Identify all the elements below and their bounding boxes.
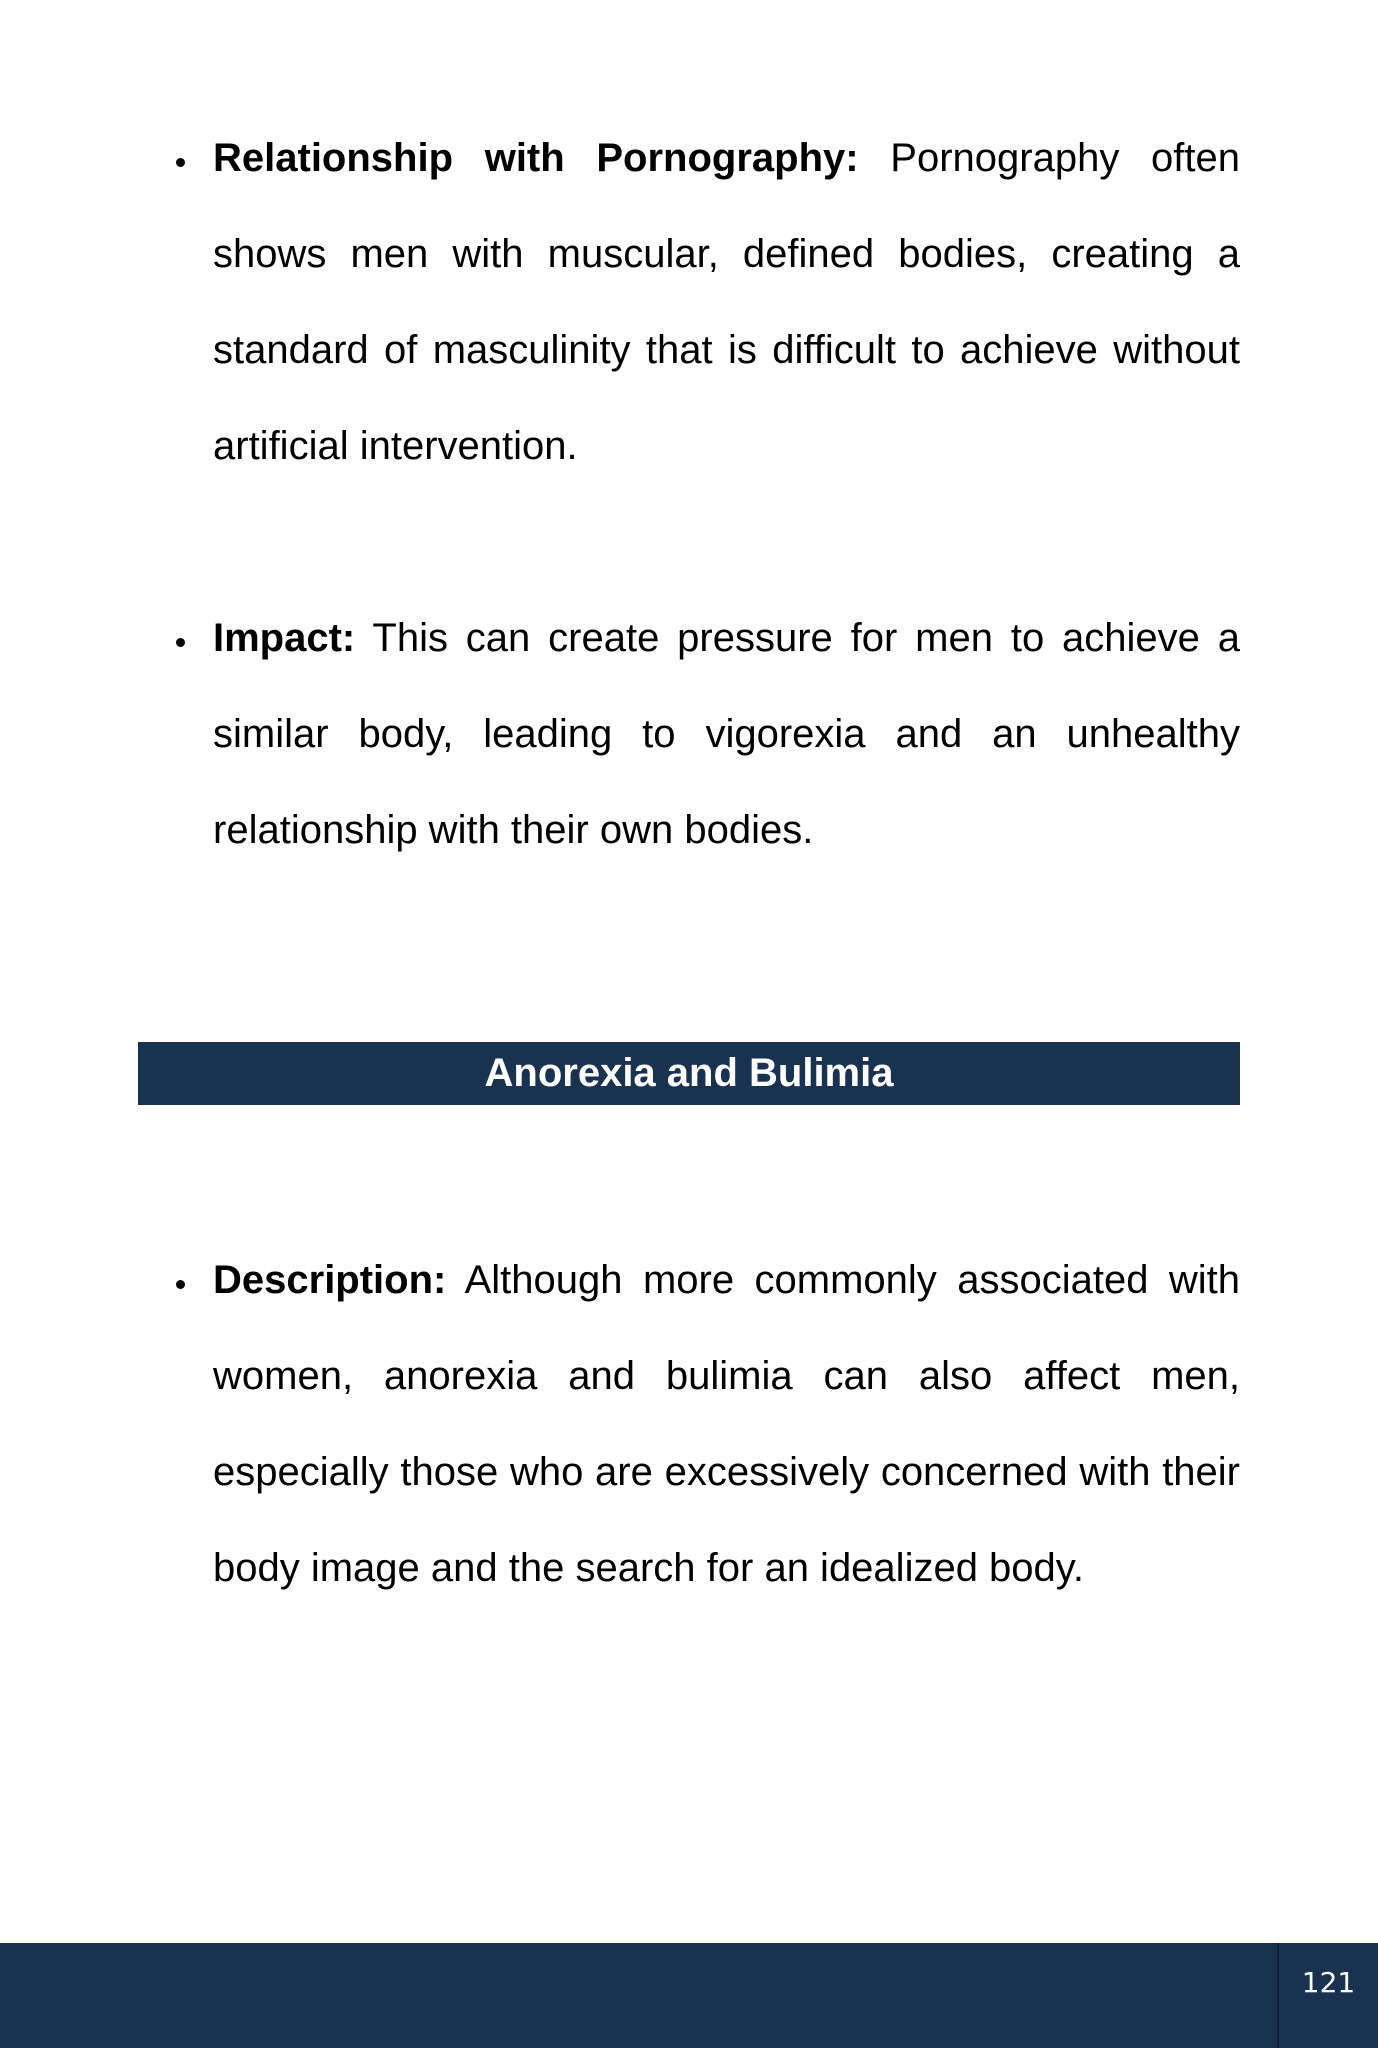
bullet-dot-icon xyxy=(176,1280,185,1289)
bullet-term: Impact: xyxy=(213,616,356,660)
page-number: 121 xyxy=(1301,1966,1356,1999)
bullet-dot-icon xyxy=(176,158,185,167)
bullet-body: Although more commonly associated with women, anorexia and bulimia can also affect men, especially those who are excessively concerned with their body image and the search for an idealized body. xyxy=(213,1258,1241,1590)
bullet-paragraph xyxy=(213,110,1240,494)
bullet-paragraph xyxy=(213,1232,1240,1616)
bullet-body: Pornography often shows men with muscular, defined bodies, creating a standard of masculinity that is difficult to achieve without artificial intervention. xyxy=(213,136,1240,468)
section-heading: Anorexia and Bulimia xyxy=(138,1042,1240,1105)
bullet-term: Relationship with Pornography: xyxy=(213,136,859,180)
page-footer xyxy=(0,1943,1378,2048)
bullet-paragraph xyxy=(213,590,1240,878)
bullet-body: This can create pressure for men to achieve a similar body, leading to vigorexia and an unhealthy relationship with their own bodies. xyxy=(213,616,1241,852)
bullet-term: Description: xyxy=(213,1258,447,1302)
bullet-dot-icon xyxy=(176,638,185,647)
